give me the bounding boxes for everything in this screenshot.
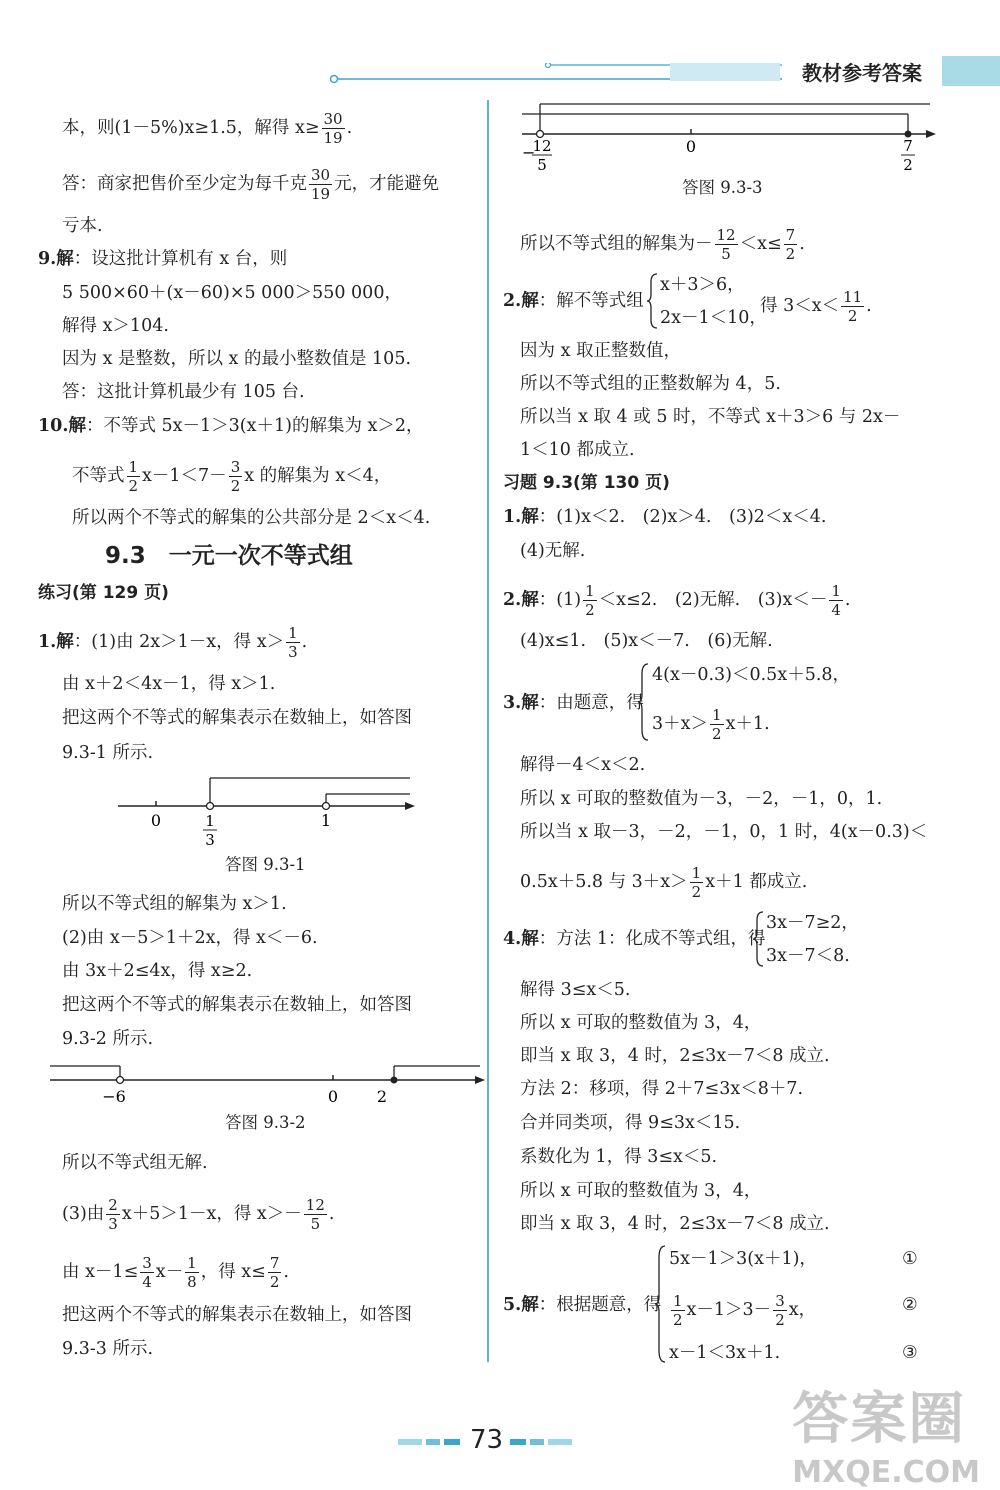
text-line: 解得－4＜x＜2. bbox=[520, 755, 646, 775]
exercise-3: 3.解：由题意，得 bbox=[503, 693, 644, 713]
brace bbox=[638, 662, 650, 742]
system-line: 3x－7＜8. bbox=[766, 946, 850, 966]
fraction: $\frac{1}{2}$ bbox=[673, 1292, 683, 1329]
brace bbox=[647, 272, 659, 330]
text-line: 所以 x 可取的整数值为 3，4， bbox=[520, 1181, 762, 1201]
text-line: 即当 x 取 3，4 时，2≤3x－7＜8 成立. bbox=[520, 1214, 830, 1234]
exercise-4: 4.解：方法 1：化成不等式组，得 bbox=[503, 929, 766, 949]
system-line: x＋3＞6， bbox=[660, 275, 745, 295]
brace bbox=[655, 1244, 667, 1364]
text-line: 由 3x＋2≤4x，得 x≥2. bbox=[62, 961, 253, 981]
circled-number: ③ bbox=[902, 1343, 918, 1363]
system-line: $\frac{1}{2}$ x－1＞3－ $\frac{3}{2}$ x， bbox=[673, 1292, 817, 1329]
section-title: 9.3 一元一次不等式组 bbox=[105, 543, 353, 569]
practice-heading: 练习(第 129 页) bbox=[38, 583, 169, 603]
text-line: 所以不等式组的解集为－ $\frac{12}{5}$ ＜x≤ $\frac{7}{2}$ . bbox=[520, 226, 805, 263]
problem-9: 9.解：设这批计算机有 x 台，则 bbox=[38, 249, 288, 269]
text-line: 不等式 $\frac{1}{2}$ x－1＜7－ $\frac{3}{2}$ x 的解集为 x＜4， bbox=[72, 458, 392, 495]
text-line: 由 x＋2＜4x－1，得 x＞1. bbox=[62, 674, 276, 694]
fraction: $\frac{2}{3}$ bbox=[108, 1196, 118, 1233]
text-line: 所以 x 可取的整数值为 3，4， bbox=[520, 1013, 762, 1033]
system-line: 3x－7≥2， bbox=[766, 913, 859, 933]
text-line: 所以不等式组无解. bbox=[62, 1153, 208, 1173]
tick-label: −6 bbox=[102, 1087, 126, 1106]
text-line: 答：这批计算机最少有 105 台. bbox=[62, 382, 305, 402]
text-line: 答：商家把售价至少定为每千克 $\frac{30}{19}$ 元，才能避免 bbox=[62, 166, 440, 203]
practice-1: 1.解：(1)由 2x＞1－x，得 x＞ $\frac{1}{3}$ . bbox=[38, 624, 308, 661]
fraction: $\frac{1}{4}$ bbox=[831, 582, 841, 619]
figure-caption: 答图 9.3-3 bbox=[682, 178, 763, 197]
fraction: $\frac{1}{3}$ bbox=[288, 624, 298, 661]
fraction: $\frac{1}{2}$ bbox=[585, 582, 595, 619]
text-line: 把这两个不等式的解集表示在数轴上，如答图 bbox=[62, 1305, 412, 1325]
header-bar bbox=[942, 56, 1000, 86]
tick-label: 7 bbox=[903, 137, 913, 155]
text-line: 把这两个不等式的解集表示在数轴上，如答图 bbox=[62, 708, 412, 728]
circled-number: ② bbox=[902, 1295, 918, 1315]
fraction: $\frac{30}{19}$ bbox=[323, 110, 343, 147]
fraction: $\frac{1}{2}$ bbox=[691, 864, 702, 901]
text-line: 本，则(1－5%)x≥1.5，解得 x≥ $\frac{30}{19}$ . bbox=[62, 110, 353, 147]
fraction: $\frac{3}{2}$ bbox=[230, 458, 241, 495]
exercise-heading: 习题 9.3(第 130 页) bbox=[503, 473, 670, 493]
number-line-9-3-3 bbox=[516, 98, 944, 174]
fraction: $\frac{7}{2}$ bbox=[269, 1254, 280, 1291]
text-line: (4)x≤1. (5)x＜－7. (6)无解. bbox=[520, 631, 773, 651]
practice-2: 2.解：解不等式组 bbox=[503, 291, 644, 311]
tick-label: 3 bbox=[205, 831, 215, 849]
tick-label: 0 bbox=[327, 1087, 339, 1106]
tick-label: 2 bbox=[903, 156, 913, 174]
number-line-9-3-2 bbox=[48, 1060, 488, 1108]
text-line: 所以当 x 取－3，－2，－1，0，1 时，4(x－0.3)＜ bbox=[520, 822, 928, 842]
text-line: (4)无解. bbox=[520, 541, 586, 561]
tick-label: 12 bbox=[532, 137, 552, 155]
system-line: 2x－1＜10， bbox=[660, 308, 767, 328]
fraction: $\frac{11}{2}$ bbox=[843, 288, 863, 325]
fraction: $\frac{3}{2}$ bbox=[775, 1292, 785, 1329]
text-line: 解得 3≤x＜5. bbox=[520, 980, 631, 1000]
footer-decoration-left bbox=[398, 1437, 462, 1447]
text-line: 解得 x＞104. bbox=[62, 316, 169, 336]
exercise-2: 2.解：(1) $\frac{1}{2}$ ＜x≤2. (2)无解. (3)x＜－ $\frac{1}{4}$ . bbox=[503, 582, 851, 619]
system-line: 3＋x＞ $\frac{1}{2}$ x＋1. bbox=[652, 706, 770, 743]
tick-label: 0 bbox=[150, 811, 162, 830]
text-line: 亏本. bbox=[62, 216, 103, 236]
fraction: $\frac{1}{2}$ bbox=[712, 706, 722, 743]
page-number: 73 bbox=[470, 1425, 504, 1455]
fraction: $\frac{1}{8}$ bbox=[187, 1254, 197, 1291]
brace bbox=[753, 910, 765, 968]
watermark: 答案圈 MXQE.COM bbox=[792, 1387, 980, 1490]
footer-decoration-right bbox=[510, 1437, 574, 1447]
number-line-9-3-1 bbox=[110, 770, 420, 850]
text-line: 所以 x 可取的整数值为－3，－2，－1，0，1. bbox=[520, 789, 883, 809]
tick-label: 1 bbox=[205, 812, 215, 830]
tick-label: 1 bbox=[320, 811, 332, 830]
text-line: 9.3-1 所示. bbox=[62, 743, 154, 763]
system-line: 4(x－0.3)＜0.5x＋5.8， bbox=[652, 665, 851, 685]
text-line: (3)由 $\frac{2}{3}$ x＋5＞1－x，得 x＞－ $\frac{12}{5}$ . bbox=[62, 1196, 335, 1233]
column-divider bbox=[487, 100, 489, 1362]
text-line: 1＜10 都成立. bbox=[520, 440, 635, 460]
text-line: 因为 x 是整数，所以 x 的最小整数值是 105. bbox=[62, 349, 412, 369]
tick-label: 0 bbox=[685, 137, 697, 156]
problem-10: 10.解：不等式 5x－1＞3(x＋1)的解集为 x＞2， bbox=[38, 416, 424, 436]
system-line: x－1＜3x＋1. bbox=[669, 1343, 781, 1363]
text-line: 所以两个不等式的解集的公共部分是 2＜x＜4. bbox=[72, 508, 431, 528]
figure-caption: 答图 9.3-1 bbox=[225, 855, 306, 874]
exercise-1: 1.解：(1)x＜2. (2)x＞4. (3)2＜x＜4. bbox=[503, 507, 827, 527]
text-line: 0.5x＋5.8 与 3＋x＞ $\frac{1}{2}$ x＋1 都成立. bbox=[520, 864, 808, 901]
figure-caption: 答图 9.3-2 bbox=[225, 1113, 306, 1132]
text-line: 所以当 x 取 4 或 5 时，不等式 x＋3＞6 与 2x－ bbox=[520, 407, 901, 427]
fraction: $\frac{1}{2}$ bbox=[128, 458, 139, 495]
text-line: 5 500×60＋(x－60)×5 000＞550 000， bbox=[62, 283, 402, 303]
tick-label: 2 bbox=[376, 1087, 388, 1106]
text-line: 即当 x 取 3，4 时，2≤3x－7＜8 成立. bbox=[520, 1046, 830, 1066]
text-line: 方法 2：移项，得 2＋7≤3x＜8＋7. bbox=[520, 1079, 804, 1099]
text-line: 由 x－1≤ $\frac{3}{4}$ x－ $\frac{1}{8}$ ，得 x≤ $\frac{7}{2}$ . bbox=[62, 1254, 289, 1291]
tick-label: 5 bbox=[537, 156, 547, 174]
fraction: $\frac{30}{19}$ bbox=[311, 166, 331, 203]
circled-number: ① bbox=[902, 1249, 918, 1269]
header-title: 教材参考答案 bbox=[782, 56, 942, 86]
text-line: (2)由 x－5＞1＋2x，得 x＜－6. bbox=[62, 928, 318, 948]
text-line: 9.3-2 所示. bbox=[62, 1029, 154, 1049]
fraction: $\frac{12}{5}$ bbox=[305, 1196, 325, 1233]
text-line: 所以不等式组的解集为 x＞1. bbox=[62, 894, 287, 914]
text-line: 9.3-3 所示. bbox=[62, 1339, 154, 1359]
exercise-5: 5.解：根据题意，得 bbox=[503, 1295, 662, 1315]
text-line: 合并同类项，得 9≤3x＜15. bbox=[520, 1113, 741, 1133]
text-line: 把这两个不等式的解集表示在数轴上，如答图 bbox=[62, 995, 412, 1015]
fraction: $\frac{12}{5}$ bbox=[716, 226, 736, 263]
fraction: $\frac{7}{2}$ bbox=[785, 226, 796, 263]
fraction: $\frac{3}{4}$ bbox=[142, 1254, 152, 1291]
text-line: 所以不等式组的正整数解为 4，5. bbox=[520, 374, 781, 394]
text-line: 因为 x 取正整数值， bbox=[520, 341, 681, 361]
text-line: 系数化为 1，得 3≤x＜5. bbox=[520, 1147, 718, 1167]
system-line: 5x－1＞3(x＋1)， bbox=[669, 1249, 817, 1269]
text-line: 得 3＜x＜ $\frac{11}{2}$ . bbox=[760, 288, 872, 325]
svg-text:−: − bbox=[522, 143, 536, 162]
